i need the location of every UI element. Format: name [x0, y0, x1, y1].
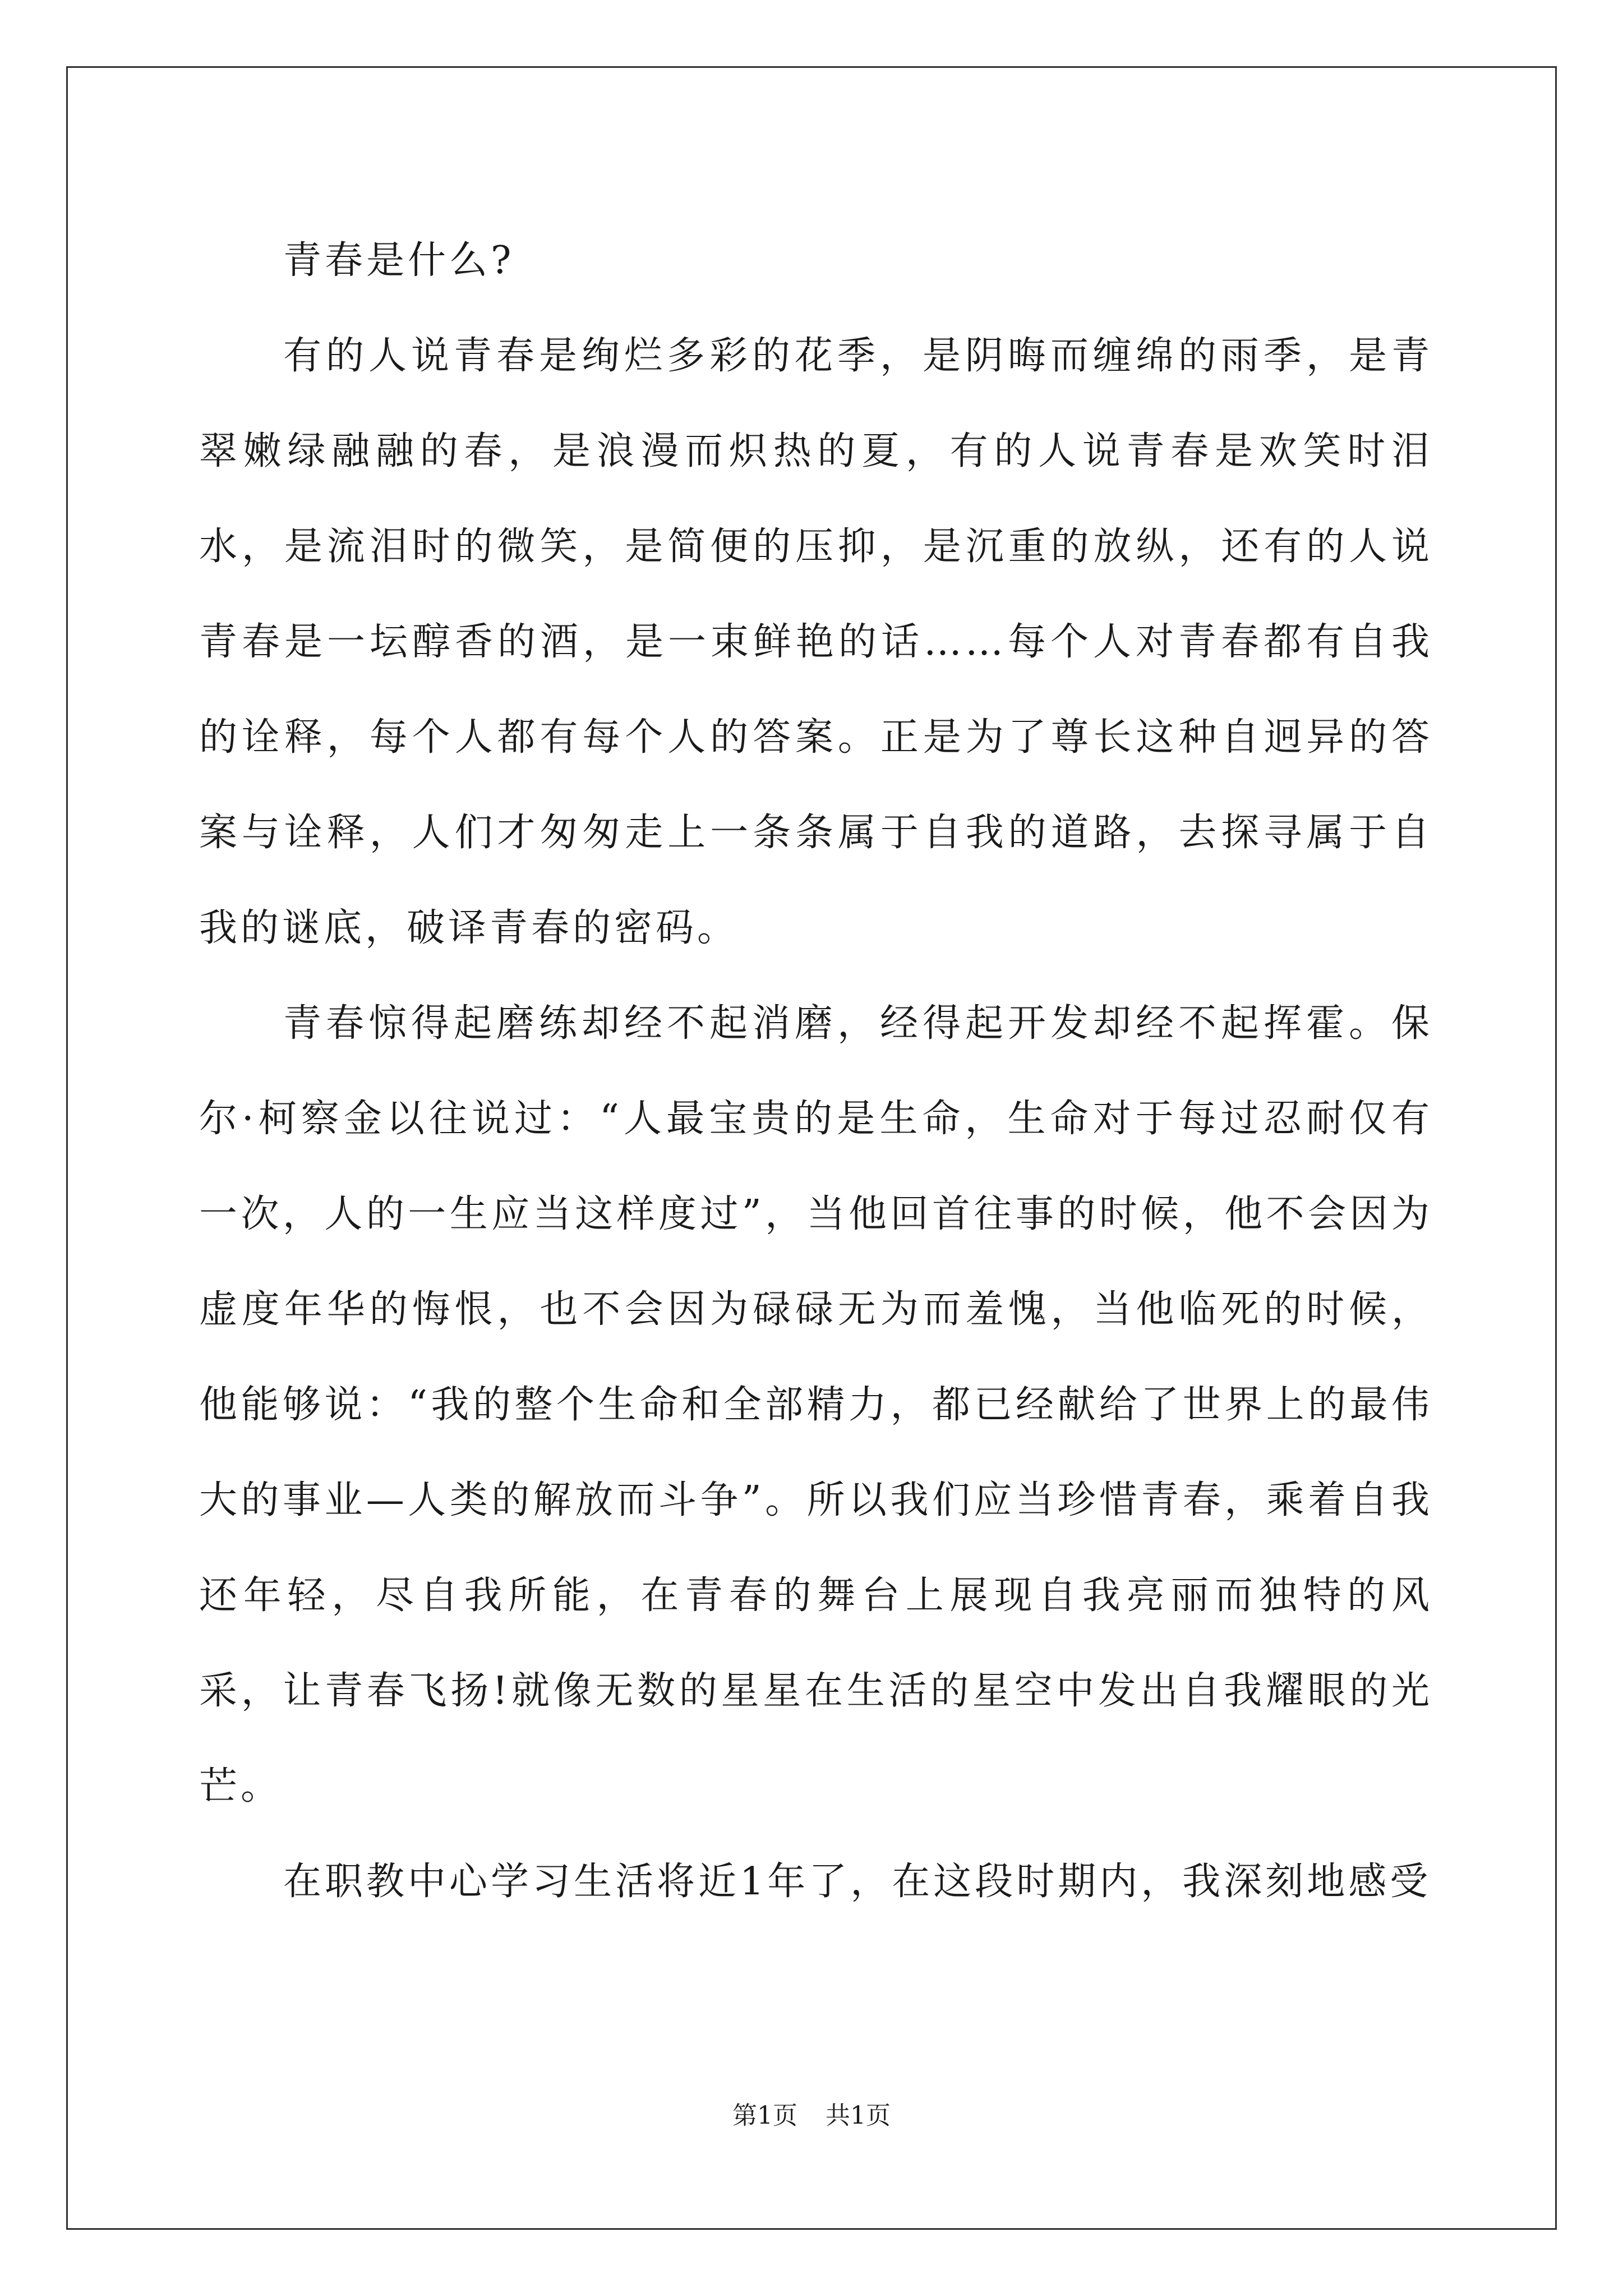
- paragraph-title-question: 青春是什么?: [283, 238, 515, 283]
- page-footer: [0, 2099, 1623, 2133]
- paragraph-cherish-youth: 青春惊得起磨练却经不起消磨，经得起开发却经不起挥霍。保尔·柯察金以往说过：“人最宝贵的是生命，生命对于每过忍耐仅有一次，人的一生应当这样度过”，当他回首往事的时候，他不会因为虚度年华的悔恨，也不会因为碌碌无为而羞愧，当他临死的时候，他能够说：“我的整个生命和全部精力，都已经献给了世界上的最伟大的事业—人类的解放而斗争”。所以我们应当珍惜青春，乘着自我还年轻，尽自我所能，在青春的舞台上展现自我亮丽而独特的风采，让青春飞扬!就像无数的星星在生活的星空中发出自我耀眼的光芒。: [199, 1001, 1433, 1809]
- page-total: 共1页: [826, 2101, 891, 2130]
- paragraph-school-life: 在职教中心学习生活将近1年了，在这段时期内，我深刻地感受: [283, 1860, 1432, 1904]
- document-body: [199, 213, 1433, 1930]
- page-number: 第1页: [732, 2101, 797, 2130]
- paragraph-definitions: 有的人说青春是绚烂多彩的花季，是阴晦而缠绵的雨季，是青翠嫩绿融融的春，是浪漫而炽热的夏，有的人说青春是欢笑时泪水，是流泪时的微笑，是简便的压抑，是沉重的放纵，还有的人说青春是一坛醇香的酒，是一束鲜艳的话……每个人对青春都有自我的诠释，每个人都有每个人的答案。正是为了尊长这种自迥异的答案与诠释，人们才匆匆走上一条条属于自我的道路，去探寻属于自我的谜底，破译青春的密码。: [199, 334, 1433, 950]
